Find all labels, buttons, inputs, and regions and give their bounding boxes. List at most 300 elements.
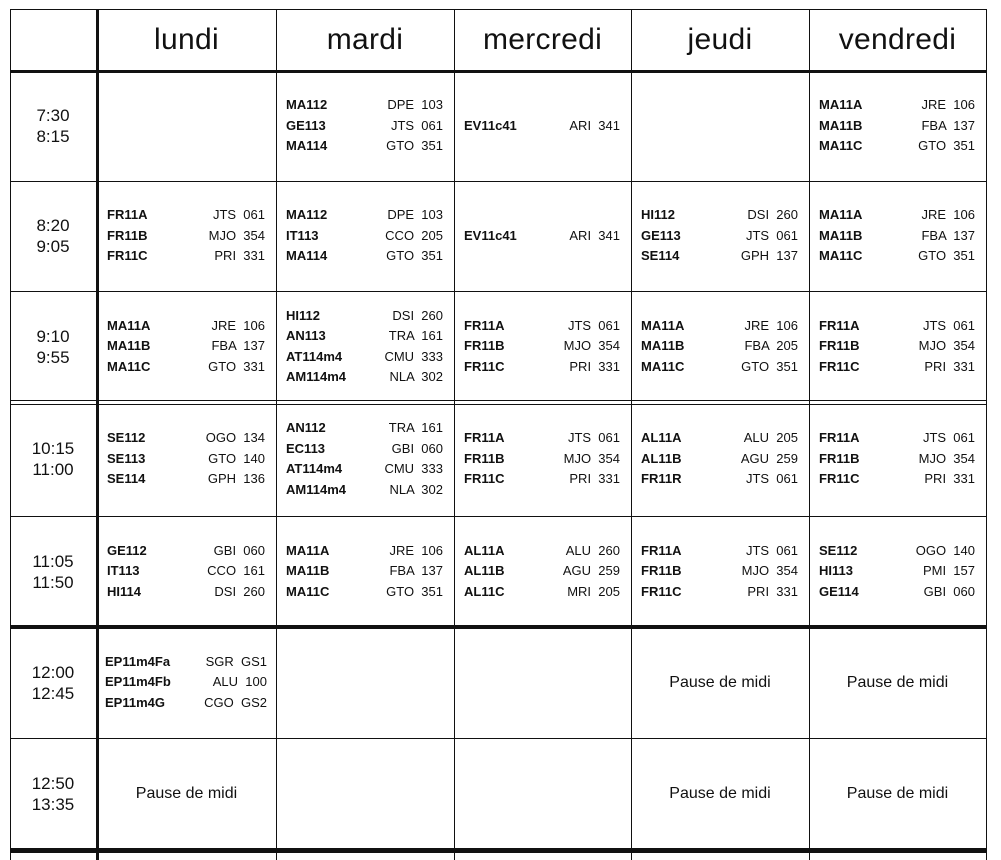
teacher-room — [924, 357, 975, 378]
course-entry — [464, 316, 620, 337]
day-header-2: mercredi — [482, 23, 603, 56]
teacher-room — [564, 449, 620, 470]
teacher-code: GTO — [208, 358, 237, 374]
lunch-break-cell — [631, 627, 809, 738]
course-entry — [286, 116, 443, 137]
course-entry — [464, 582, 620, 603]
room-number: 136 — [243, 471, 265, 487]
teacher-code: GBI — [923, 583, 947, 599]
course-code: AM114m4 — [286, 481, 346, 497]
course-code: AL11A — [641, 430, 682, 446]
schedule-cell — [631, 181, 809, 291]
teacher-code: JTS — [745, 227, 770, 243]
room-number: 060 — [953, 583, 975, 599]
teacher-room — [923, 316, 975, 337]
teacher-room — [919, 449, 975, 470]
teacher-code: AGU — [740, 450, 770, 466]
teacher-room — [741, 246, 798, 267]
room-number: 161 — [421, 420, 443, 435]
teacher-code: AGU — [562, 563, 592, 579]
room-number: 351 — [421, 248, 443, 264]
schedule-cell — [276, 181, 454, 291]
schedule-cell — [631, 402, 809, 516]
teacher-code: NLA — [389, 369, 415, 384]
teacher-code: GPH — [740, 248, 770, 264]
room-number: 137 — [953, 227, 975, 243]
teacher-code: JRE — [744, 317, 770, 333]
time-end: 11:00 — [32, 460, 74, 479]
teacher-code: FBA — [921, 117, 947, 133]
course-entry — [819, 226, 975, 247]
teacher-code: CMU — [384, 461, 415, 476]
room-number: 302 — [421, 369, 443, 384]
teacher-room — [744, 336, 798, 357]
course-entry — [286, 367, 443, 388]
teacher-code: DSI — [392, 307, 415, 323]
course-entry — [105, 652, 267, 673]
room-number: 161 — [243, 563, 265, 579]
room-number: 331 — [953, 358, 975, 374]
teacher-room — [567, 582, 620, 603]
course-code: FR11A — [107, 207, 148, 223]
teacher-room — [384, 347, 443, 368]
course-code: EP11m4G — [105, 694, 165, 710]
room-number: 260 — [776, 207, 798, 223]
course-entry — [641, 469, 798, 490]
teacher-code: JRE — [389, 542, 415, 558]
schedule-cell — [809, 516, 986, 627]
course-code: MA11B — [641, 338, 685, 354]
day-header-4: vendredi — [838, 23, 957, 56]
course-entry — [286, 246, 443, 267]
teacher-code: PRI — [569, 471, 592, 487]
teacher-room — [389, 326, 443, 347]
course-code: FR11A — [641, 542, 682, 558]
room-number: 260 — [421, 307, 443, 323]
lunch-break-label: Pause de midi — [135, 785, 238, 802]
course-code: MA11A — [286, 542, 330, 558]
time-start: 11:05 — [32, 551, 74, 571]
course-code: AL11B — [641, 450, 682, 466]
course-code: SE112 — [819, 542, 858, 558]
teacher-code: MJO — [918, 338, 947, 354]
course-code: MA11C — [641, 358, 685, 374]
schedule-cell — [631, 291, 809, 402]
teacher-code: JTS — [212, 207, 237, 223]
teacher-room — [206, 428, 265, 449]
schedule-cell — [276, 738, 454, 850]
room-number: 331 — [243, 358, 265, 374]
time-slot — [10, 738, 96, 850]
schedule-cell — [454, 181, 631, 291]
course-code: SE114 — [641, 248, 680, 264]
course-code: AL11B — [464, 563, 505, 579]
room-number: 140 — [953, 542, 975, 558]
schedule-cell — [454, 516, 631, 627]
teacher-code: PRI — [747, 583, 770, 599]
room-number: 259 — [598, 563, 620, 579]
teacher-code: JTS — [745, 542, 770, 558]
teacher-code: CCO — [385, 227, 415, 243]
room-number: 351 — [421, 583, 443, 599]
room-number: 205 — [776, 338, 798, 354]
teacher-room — [747, 582, 798, 603]
schedule-cell — [454, 402, 631, 516]
course-entry — [464, 561, 620, 582]
teacher-code: MJO — [208, 227, 237, 243]
schedule-cell — [809, 402, 986, 516]
course-entry — [819, 336, 975, 357]
schedule-cell — [276, 516, 454, 627]
teacher-room — [569, 116, 620, 137]
room-number: 354 — [243, 227, 265, 243]
course-entry — [819, 116, 975, 137]
teacher-code: JRE — [921, 97, 947, 113]
course-entry — [464, 541, 620, 562]
room-number: 106 — [421, 542, 443, 558]
teacher-code: MJO — [563, 450, 592, 466]
teacher-room — [563, 561, 620, 582]
teacher-room — [569, 226, 620, 247]
teacher-code: OGO — [205, 430, 237, 446]
teacher-code: FBA — [921, 227, 947, 243]
day-header-1: mardi — [326, 23, 404, 56]
course-code: AL11C — [464, 583, 505, 599]
teacher-code: PRI — [214, 248, 237, 264]
teacher-room — [208, 469, 265, 490]
teacher-room — [386, 582, 443, 603]
time-start: 12:00 — [31, 662, 75, 682]
course-code: HI112 — [286, 307, 320, 323]
room-number: 061 — [776, 542, 798, 558]
course-code: MA11C — [819, 248, 863, 264]
course-code: EC113 — [286, 440, 326, 456]
course-code: FR11A — [464, 317, 505, 333]
teacher-code: CMU — [384, 348, 415, 364]
teacher-code: GTO — [208, 450, 237, 466]
course-entry — [641, 226, 798, 247]
course-entry — [464, 226, 620, 247]
teacher-code: PRI — [924, 358, 947, 374]
schedule-cell — [97, 181, 276, 291]
teacher-room — [391, 116, 443, 137]
teacher-code: FBA — [211, 338, 237, 354]
time-end: 8:15 — [36, 127, 70, 146]
teacher-code: GBI — [213, 542, 237, 558]
teacher-room — [213, 205, 265, 226]
time-slot — [10, 181, 96, 291]
room-number: 061 — [421, 117, 443, 133]
teacher-room — [745, 316, 799, 337]
grid-line-vertical — [986, 9, 987, 860]
room-number: 351 — [953, 248, 975, 264]
course-entry — [819, 316, 975, 337]
room-number: 333 — [421, 461, 443, 476]
teacher-room — [916, 541, 975, 562]
course-code: FR11B — [464, 450, 505, 466]
course-entry — [641, 541, 798, 562]
schedule-cell — [809, 291, 986, 402]
teacher-code: DPE — [387, 207, 415, 223]
course-code: FR11A — [819, 430, 860, 446]
course-code: MA112 — [286, 97, 328, 113]
room-number: 331 — [243, 248, 265, 264]
time-end: 11:50 — [32, 572, 74, 592]
room-number: 061 — [953, 430, 975, 446]
teacher-room — [741, 357, 798, 378]
course-entry — [641, 561, 798, 582]
teacher-room — [566, 541, 620, 562]
course-code: FR11R — [641, 471, 682, 487]
time-slot — [10, 627, 96, 738]
course-entry — [286, 561, 443, 582]
room-number: 061 — [953, 317, 975, 333]
course-code: SE114 — [107, 471, 146, 487]
course-entry — [819, 246, 975, 267]
day-header-3: jeudi — [687, 23, 753, 56]
course-entry — [464, 428, 620, 449]
teacher-room — [923, 561, 975, 582]
teacher-room — [386, 246, 443, 267]
room-number: 354 — [776, 563, 798, 579]
teacher-room — [214, 246, 265, 267]
teacher-room — [384, 459, 443, 480]
time-end: 13:35 — [31, 795, 75, 814]
course-entry — [819, 449, 975, 470]
course-entry — [107, 469, 265, 490]
teacher-code: JTS — [567, 430, 592, 446]
room-number: 106 — [243, 317, 265, 333]
lunch-break-label: Pause de midi — [669, 785, 771, 802]
teacher-room — [746, 469, 798, 490]
room-number: 351 — [421, 138, 443, 154]
course-entry — [286, 205, 443, 226]
teacher-room — [568, 428, 620, 449]
teacher-room — [389, 561, 443, 582]
course-code: AM114m4 — [286, 369, 346, 384]
course-entry — [819, 428, 975, 449]
course-entry — [107, 561, 265, 582]
course-code: FR11B — [819, 450, 860, 466]
course-entry — [286, 439, 443, 460]
room-number: 140 — [243, 450, 265, 466]
course-code: MA11C — [286, 583, 330, 599]
course-code: MA11A — [819, 97, 863, 113]
teacher-room — [569, 469, 620, 490]
time-start: 12:50 — [31, 774, 75, 793]
teacher-room — [208, 357, 265, 378]
course-code: MA112 — [286, 207, 328, 223]
time-slot — [10, 516, 96, 627]
course-code: FR11C — [464, 358, 505, 374]
time-start: 9:10 — [36, 326, 70, 346]
teacher-code: PRI — [924, 471, 947, 487]
course-entry — [819, 136, 975, 157]
course-entry — [286, 459, 443, 480]
teacher-room — [924, 469, 975, 490]
room-number: 205 — [776, 430, 798, 446]
course-code: FR11B — [107, 227, 148, 243]
course-entry — [286, 347, 443, 368]
course-code: FR11C — [819, 358, 860, 374]
teacher-room — [214, 541, 265, 562]
lunch-break-label: Pause de midi — [669, 673, 771, 691]
course-entry — [641, 205, 798, 226]
course-code: MA11B — [819, 227, 863, 243]
teacher-code: GTO — [918, 138, 947, 154]
course-code: FR11B — [641, 563, 682, 579]
teacher-code: PRI — [569, 358, 592, 374]
course-entry — [286, 418, 443, 439]
teacher-room — [387, 205, 443, 226]
teacher-room — [204, 693, 267, 714]
teacher-room — [389, 367, 443, 388]
teacher-room — [208, 449, 265, 470]
room-number: 103 — [421, 97, 443, 113]
room-number: 331 — [598, 471, 620, 487]
teacher-room — [742, 561, 798, 582]
room-number: 331 — [776, 583, 798, 599]
lunch-break-cell — [809, 738, 986, 850]
room-number: 061 — [776, 227, 798, 243]
teacher-room — [207, 561, 265, 582]
course-entry — [107, 449, 265, 470]
course-entry — [464, 357, 620, 378]
course-code: GE114 — [819, 583, 859, 599]
room-number: 157 — [953, 563, 975, 579]
teacher-code: GTO — [741, 358, 770, 374]
teacher-code: GTO — [386, 138, 415, 154]
teacher-code: DPE — [387, 97, 415, 113]
lunch-break-cell — [631, 738, 809, 850]
course-entry — [819, 205, 975, 226]
course-code: EV11c41 — [464, 117, 517, 133]
room-number: 137 — [776, 248, 798, 264]
room-number: 100 — [245, 674, 267, 690]
teacher-room — [213, 672, 267, 693]
teacher-code: DSI — [747, 207, 770, 223]
room-number: 341 — [598, 117, 620, 133]
room-number: 354 — [598, 450, 620, 466]
teacher-room — [922, 95, 976, 116]
course-code: MA11B — [819, 117, 863, 133]
teacher-room — [389, 418, 443, 439]
room-number: 060 — [243, 542, 265, 558]
course-code: AN113 — [286, 328, 326, 343]
room-number: 061 — [598, 317, 620, 333]
course-entry — [819, 582, 975, 603]
teacher-room — [741, 449, 798, 470]
teacher-room — [922, 205, 976, 226]
course-entry — [107, 205, 265, 226]
room-number: 331 — [953, 471, 975, 487]
teacher-code: JTS — [922, 430, 947, 446]
room-number: 354 — [598, 338, 620, 354]
schedule-cell — [97, 291, 276, 402]
teacher-room — [744, 428, 798, 449]
course-entry — [641, 357, 798, 378]
course-code: MA11C — [819, 138, 863, 154]
teacher-code: ALU — [212, 674, 239, 690]
course-entry — [641, 316, 798, 337]
course-code: EV11c41 — [464, 227, 517, 243]
course-entry — [641, 449, 798, 470]
course-code: GE113 — [286, 117, 326, 133]
course-entry — [286, 582, 443, 603]
course-code: AL11A — [464, 542, 505, 558]
schedule-cell — [631, 71, 809, 181]
room-number: 106 — [953, 97, 975, 113]
teacher-code: MRI — [567, 583, 592, 599]
teacher-code: JRE — [921, 207, 947, 223]
course-code: FR11A — [819, 317, 860, 333]
course-entry — [286, 480, 443, 501]
lunch-break-cell — [809, 627, 986, 738]
room-number: 259 — [776, 450, 798, 466]
course-code: MA11A — [107, 317, 151, 333]
teacher-code: MJO — [741, 563, 770, 579]
teacher-code: PMI — [922, 563, 947, 579]
course-entry — [107, 316, 265, 337]
course-code: GE112 — [107, 542, 147, 558]
course-code: HI114 — [107, 583, 141, 599]
schedule-cell — [97, 402, 276, 516]
teacher-room — [918, 246, 975, 267]
course-code: MA114 — [286, 248, 328, 264]
teacher-code: FBA — [389, 563, 415, 579]
time-end: 9:55 — [36, 347, 70, 367]
course-entry — [107, 336, 265, 357]
teacher-code: GTO — [918, 248, 947, 264]
teacher-code: JTS — [922, 317, 947, 333]
course-entry — [107, 582, 265, 603]
course-code: MA11A — [819, 207, 863, 223]
course-entry — [286, 226, 443, 247]
course-code: EP11m4Fa — [105, 653, 171, 669]
course-entry — [641, 246, 798, 267]
schedule-cell — [454, 738, 631, 850]
teacher-code: MJO — [563, 338, 592, 354]
schedule-cell — [276, 291, 454, 402]
schedule-cell — [97, 71, 276, 181]
course-entry — [286, 95, 443, 116]
course-entry — [819, 469, 975, 490]
course-code: MA11B — [286, 563, 330, 579]
course-code: MA11C — [107, 358, 151, 374]
teacher-code: JRE — [211, 317, 237, 333]
teacher-room — [747, 205, 798, 226]
schedule-cell — [809, 71, 986, 181]
course-code: FR11C — [819, 471, 860, 487]
teacher-code: JTS — [567, 317, 592, 333]
room-number: 137 — [953, 117, 975, 133]
teacher-code: ALU — [743, 430, 770, 446]
course-code: HI112 — [641, 207, 675, 223]
room-number: 137 — [243, 338, 265, 354]
room-number: 060 — [421, 440, 443, 456]
schedule-cell — [276, 627, 454, 738]
course-entry — [107, 541, 265, 562]
room-number: GS1 — [240, 653, 267, 669]
room-number: 137 — [421, 563, 443, 579]
course-code: FR11C — [107, 248, 148, 264]
room-number: 333 — [421, 348, 443, 364]
schedule-cell — [454, 71, 631, 181]
teacher-code: GTO — [386, 583, 415, 599]
room-number: 341 — [598, 227, 620, 243]
course-entry — [286, 306, 443, 327]
course-entry — [107, 226, 265, 247]
